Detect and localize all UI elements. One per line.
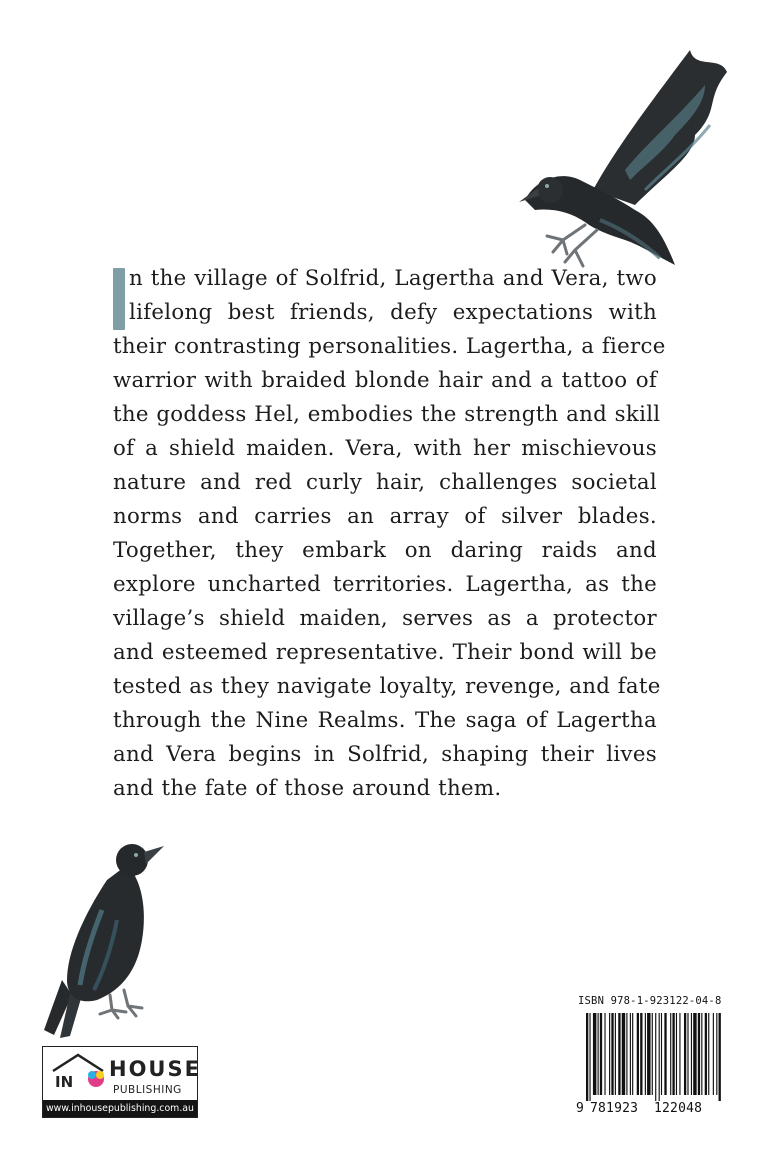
- blurb-line: n the village of Solfrid, Lagertha and Vera, two: [129, 266, 657, 291]
- barcode-bar: [630, 1013, 631, 1095]
- barcode-digit-group-2: 122048: [654, 1101, 703, 1116]
- barcode-bar: [687, 1013, 688, 1095]
- flying-raven-illustration: [505, 40, 735, 275]
- blurb-line: explore uncharted territories. Lagertha, as the: [113, 572, 657, 597]
- barcode-bar: [659, 1013, 660, 1101]
- barcode-bar: [652, 1013, 653, 1095]
- blurb-line: and esteemed representative. Their bond will be: [113, 640, 657, 665]
- barcode-bar: [626, 1013, 627, 1095]
- barcode-bar: [679, 1013, 680, 1095]
- barcode-bar: [632, 1013, 633, 1095]
- house-logo-icon: [49, 1053, 107, 1093]
- barcode-bar: [664, 1013, 666, 1095]
- barcode-bar: [655, 1013, 656, 1101]
- blurb-line: norms and carries an array of silver blades.: [113, 504, 657, 529]
- blurb-line: their contrasting personalities. Lagertha, a fierce: [113, 334, 666, 359]
- blurb-line: and the fate of those around them.: [113, 776, 502, 801]
- blurb-line: tested as they navigate loyalty, revenge, and fate: [113, 674, 661, 699]
- barcode-bar: [598, 1013, 599, 1095]
- barcode-bar: [708, 1013, 709, 1095]
- publisher-logo: [42, 1046, 201, 1118]
- logo-prefix: IN: [55, 1073, 74, 1091]
- barcode-bar: [693, 1013, 696, 1095]
- blurb-line: Together, they embark on daring raids and: [113, 538, 657, 563]
- barcode-bar: [593, 1013, 596, 1095]
- barcode-bar: [618, 1013, 620, 1095]
- barcode-bar: [719, 1013, 721, 1101]
- barcode-bar: [661, 1013, 662, 1095]
- barcode-bar: [622, 1013, 625, 1095]
- blurb-line: nature and red curly hair, challenges societal: [113, 470, 657, 495]
- barcode-bar: [637, 1013, 639, 1095]
- logo-publishing-word: PUBLISHING: [113, 1084, 182, 1096]
- blurb-line: and Vera begins in Solfrid, shaping their lives: [113, 742, 657, 767]
- barcode-digit-lead: 9: [576, 1101, 585, 1116]
- barcode-bar: [705, 1013, 707, 1095]
- blurb-line: the goddess Hel, embodies the strength and skill: [113, 402, 661, 427]
- barcode-bar: [698, 1013, 700, 1095]
- barcode-bar: [611, 1013, 613, 1095]
- barcode-bar: [676, 1013, 677, 1095]
- blurb-line: village’s shield maiden, serves as a protector: [113, 606, 657, 631]
- barcode-bar: [604, 1013, 605, 1095]
- back-cover-blurb: [113, 262, 666, 806]
- barcode-bar: [684, 1013, 686, 1095]
- barcode-bar: [615, 1013, 616, 1095]
- barcode-bar: [645, 1013, 646, 1095]
- barcode-bar: [586, 1013, 588, 1101]
- barcode-bar: [701, 1013, 702, 1095]
- blurb-line: warrior with braided blonde hair and a tattoo of: [113, 368, 657, 393]
- barcode-digit-group-1: 781923: [590, 1101, 639, 1116]
- barcode-bar: [640, 1013, 642, 1095]
- barcode-bar: [713, 1013, 714, 1095]
- perched-raven-illustration: [32, 830, 172, 1040]
- barcode-bar: [647, 1013, 650, 1095]
- isbn-barcode: [586, 1013, 722, 1101]
- barcode-bar: [716, 1013, 717, 1095]
- blurb-line: lifelong best friends, defy expectations with: [129, 300, 657, 325]
- blurb-line: through the Nine Realms. The saga of Lagertha: [113, 708, 657, 733]
- isbn-label: ISBN 978-1-923122-04-8: [578, 995, 722, 1007]
- barcode-bar: [589, 1013, 590, 1101]
- blurb-line: of a shield maiden. Vera, with her mischievous: [113, 436, 657, 461]
- barcode-bar: [672, 1013, 674, 1095]
- logo-house-word: HOUSE: [109, 1057, 201, 1081]
- barcode-bar: [691, 1013, 692, 1095]
- barcode-bar: [609, 1013, 610, 1095]
- barcode-bar: [600, 1013, 602, 1095]
- publisher-url: www.inhousepublishing.com.au: [43, 1100, 197, 1117]
- barcode-bar: [670, 1013, 671, 1095]
